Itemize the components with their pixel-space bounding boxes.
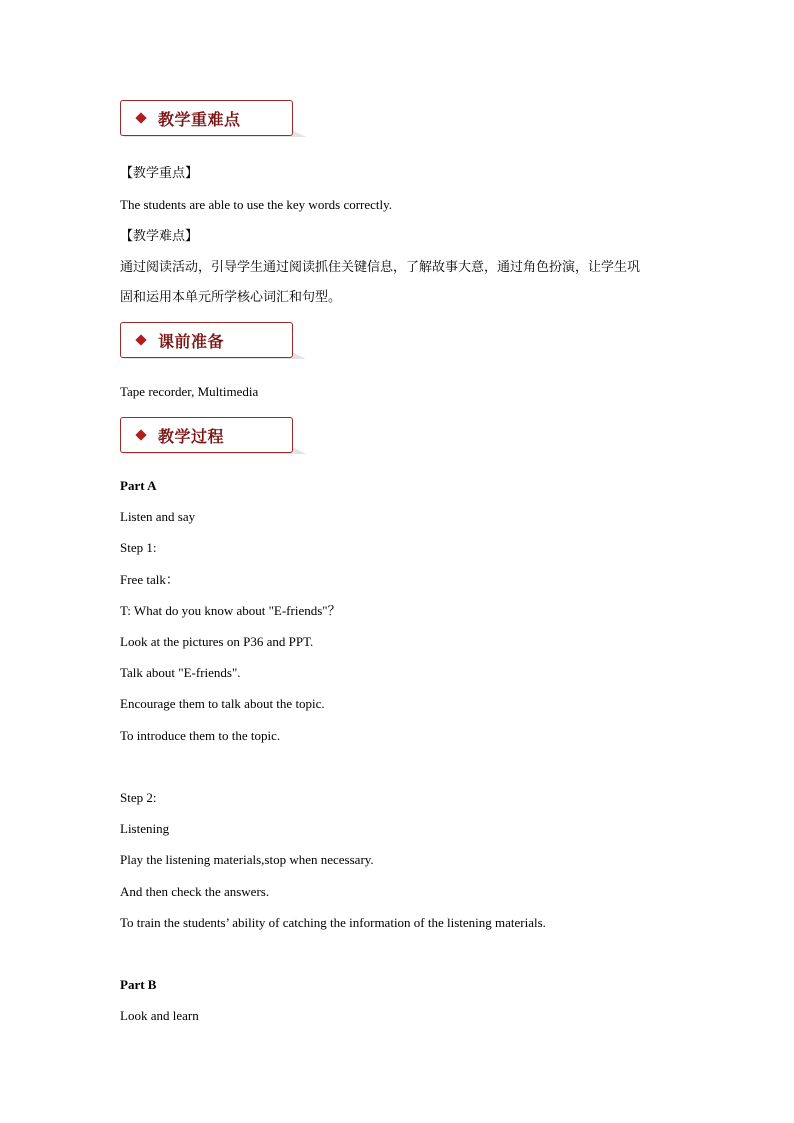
section-heading-difficulty bbox=[120, 100, 293, 136]
section-heading-preparation bbox=[120, 322, 293, 358]
free-talk: Free talk： bbox=[120, 572, 179, 587]
step-2: Step 2: bbox=[120, 790, 157, 805]
difficult-point-line-2: 固和运用本单元所学核心词汇和句型。 bbox=[120, 290, 342, 305]
diamond-bullet-icon bbox=[135, 112, 146, 123]
difficult-point-label: 【教学难点】 bbox=[120, 229, 199, 244]
encourage: Encourage them to talk about the topic. bbox=[120, 696, 325, 711]
difficult-point-line-1: 通过阅读活动，引导学生通过阅读抓住关键信息，了解故事大意，通过角色扮演，让学生巩 bbox=[120, 260, 641, 275]
section-heading-process bbox=[120, 417, 293, 453]
section-title: 教学重难点 bbox=[158, 109, 241, 129]
talk-about: Talk about "E-friends". bbox=[120, 665, 241, 680]
introduce: To introduce them to the topic. bbox=[120, 728, 281, 743]
look-and-learn: Look and learn bbox=[120, 1008, 199, 1023]
part-b-heading: Part B bbox=[120, 977, 157, 992]
section-title: 教学过程 bbox=[158, 426, 225, 446]
diamond-bullet-icon bbox=[135, 334, 146, 345]
section-title: 课前准备 bbox=[158, 331, 225, 351]
part-a-heading: Part A bbox=[120, 478, 157, 493]
look-pictures: Look at the pictures on P36 and PPT. bbox=[120, 634, 314, 649]
teacher-question: T: What do you know about "E-friends"？ bbox=[120, 603, 341, 618]
key-point-text: The students are able to use the key words correctly. bbox=[120, 197, 393, 212]
diamond-bullet-icon bbox=[135, 429, 146, 440]
check-answers: And then check the answers. bbox=[120, 884, 270, 899]
train-ability: To train the students’ ability of catching the information of the listening materials. bbox=[120, 915, 546, 930]
listen-and-say: Listen and say bbox=[120, 509, 196, 524]
play-materials: Play the listening materials,stop when necessary. bbox=[120, 852, 374, 867]
step-1: Step 1: bbox=[120, 540, 157, 555]
listening: Listening bbox=[120, 821, 170, 836]
preparation-text: Tape recorder, Multimedia bbox=[120, 384, 259, 399]
key-point-label: 【教学重点】 bbox=[120, 166, 199, 181]
